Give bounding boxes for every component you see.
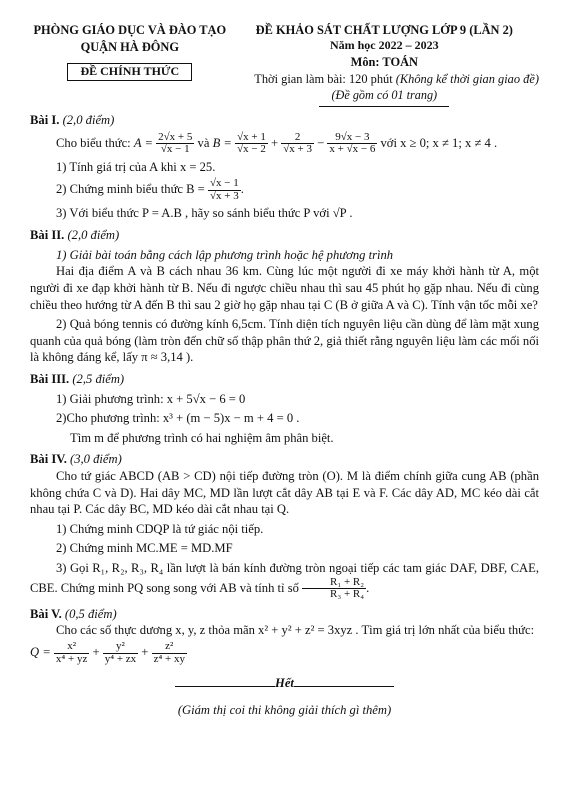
header — [30, 22, 539, 107]
section-3-title: Bài III. (2,5 điểm) — [30, 371, 125, 386]
subject: Môn: TOÁN — [350, 55, 418, 70]
end-mark: Hết — [30, 675, 539, 692]
header-right — [230, 22, 539, 107]
b4-q2: 2) Chứng minh MC.ME = MD.MF — [56, 541, 233, 556]
b2-p1: Hai địa điểm A và B cách nhau 36 km. Cùng lúc một người đi xe máy khởi hành từ A, một người đi xe đạp khởi hành từ B. Nếu đi ngược chiều nhau thì sau 45 phút họ gặp nhau. Nếu đi cùng chiều theo hướng từ A đến B thì sau 2 giờ họ gặp nhau tại C (B ở giữa A và C). Tính vận tốc mỗi xe? — [30, 264, 539, 312]
b4-q1: 1) Chứng minh CDQP là tứ giác nội tiếp. — [56, 521, 264, 536]
Q-term-1: $\frac{\text{x²}}{\text{x⁴ + yz}}$ — [55, 639, 88, 665]
section-5-title: Bài V. (0,5 điểm) — [30, 606, 117, 621]
b1-q1: 1) Tính giá trị của A khi x = 25. — [56, 159, 216, 174]
page-count: (Đề gồm có 01 trang) — [331, 87, 438, 102]
Q-term-2: $\frac{\text{y²}}{\text{y⁴ + zx}}$ — [104, 639, 137, 665]
dept-line2: QUẬN HÀ ĐÔNG — [80, 40, 180, 55]
duration: Thời gian làm bài: 120 phút (Không kể thời gian giao đề) — [254, 71, 539, 86]
b1-expression: Cho biểu thức: A = $\frac{2√x + 5}{√x - 1}$ và B = $\frac{√x + 1}{√x - 2}$ + $\frac{2}{√x + 3}$ − $\frac{9√x - 3}{x + √x - 6}$ với x ≥ 0; x ≠ 1; x ≠ 4 . — [56, 130, 498, 156]
b4-intro: Cho tứ giác ABCD (AB > CD) nội tiếp đường tròn (O). M là điểm chính giữa cung AB (phần không chứa C và D). Hai dây MC, MD lần lượt cắt dây AB tại E và F. Các dây AD, MC kéo dài cắt nhau tại P. Các dây BC, MD kéo dài cắt nhau tại Q. — [30, 468, 539, 517]
header-underline — [319, 106, 449, 107]
b5-expression: Q = $\frac{\text{x²}}{\text{x⁴ + yz}}$ + $\frac{\text{y²}}{\text{y⁴ + zx}}$ + $\frac{\text{z²}}{\text{z⁴ + xy}}$ — [30, 639, 185, 665]
A-fraction: $\frac{2√x + 5}{√x - 1}$ — [158, 130, 193, 156]
B-fraction-1: $\frac{√x + 1}{√x - 2}$ — [237, 130, 266, 156]
proctor-note: (Giám thị coi thi không giải thích gì thêm) — [177, 702, 392, 717]
b3-q1: 1) Giải phương trình: x + 5√x − 6 = 0 — [56, 391, 246, 406]
b3-q2b: Tìm m để phương trình có hai nghiệm âm phân biệt. — [70, 430, 334, 445]
b3-q2: 2)Cho phương trình: x³ + (m − 5)x − m + 4 = 0 . — [56, 411, 300, 426]
ratio-fraction: $\frac{\text{R₁ + R₂}}{\text{R₃ + R₄}}$ — [302, 577, 366, 601]
section-2-title: Bài II. (2,0 điểm) — [30, 228, 120, 243]
B-fraction-2: $\frac{2}{√x + 3}$ — [283, 130, 312, 156]
official-badge: ĐỀ CHÍNH THỨC — [67, 63, 192, 81]
header-left — [30, 22, 230, 107]
school-year: Năm học 2022 – 2023 — [329, 38, 439, 53]
b5-intro: Cho các số thực dương x, y, z thỏa mãn x² + y² + z² = 3xyz . Tìm giá trị lớn nhất của biểu thức: — [56, 623, 535, 638]
b1-q3: 3) Với biểu thức P = A.B , hãy so sánh biểu thức P với √P . — [56, 206, 353, 221]
Q-term-3: $\frac{\text{z²}}{\text{z⁴ + xy}}$ — [153, 639, 185, 665]
section-4-title: Bài IV. (3,0 điểm) — [30, 452, 122, 467]
B-fraction-3: $\frac{9√x - 3}{x + √x - 6}$ — [329, 130, 376, 156]
exam-title: ĐỀ KHẢO SÁT CHẤT LƯỢNG LỚP 9 (LẦN 2) — [255, 23, 513, 37]
dept-line1: PHÒNG GIÁO DỤC VÀ ĐÀO TẠO — [33, 23, 227, 37]
b2-p1-title: 1) Giải bài toán bằng cách lập phương trình hoặc hệ phương trình — [56, 247, 394, 262]
b4-q3: 3) Gọi R₁, R₂, R₃, R₄ lần lượt là bán kính đường tròn ngoại tiếp các tam giác DAF, DBF, CAE, CBE. Chứng minh PQ song song với AB và tính tỉ số $\frac{\text{R₁ + R₂}}{\text{R₃ + R₄}}$ . — [30, 561, 539, 601]
b1-q2: 2) Chứng minh biểu thức B = $\frac{√x - 1}{√x + 3}$ . — [56, 177, 244, 202]
b2-p2: 2) Quả bóng tennis có đường kính 6,5cm. Tính diện tích nguyên liệu cần dùng để làm mặt xung quanh của quả bóng (làm tròn đến chữ số thập phân thứ 2, giả thiết rằng nguyên liệu làm các mối nối là không đáng kể, lấy π ≈ 3,14 ). — [30, 317, 539, 365]
section-1-title: Bài I. (2,0 điểm) — [30, 113, 115, 128]
q2-fraction: $\frac{√x - 1}{√x + 3}$ — [209, 177, 239, 202]
